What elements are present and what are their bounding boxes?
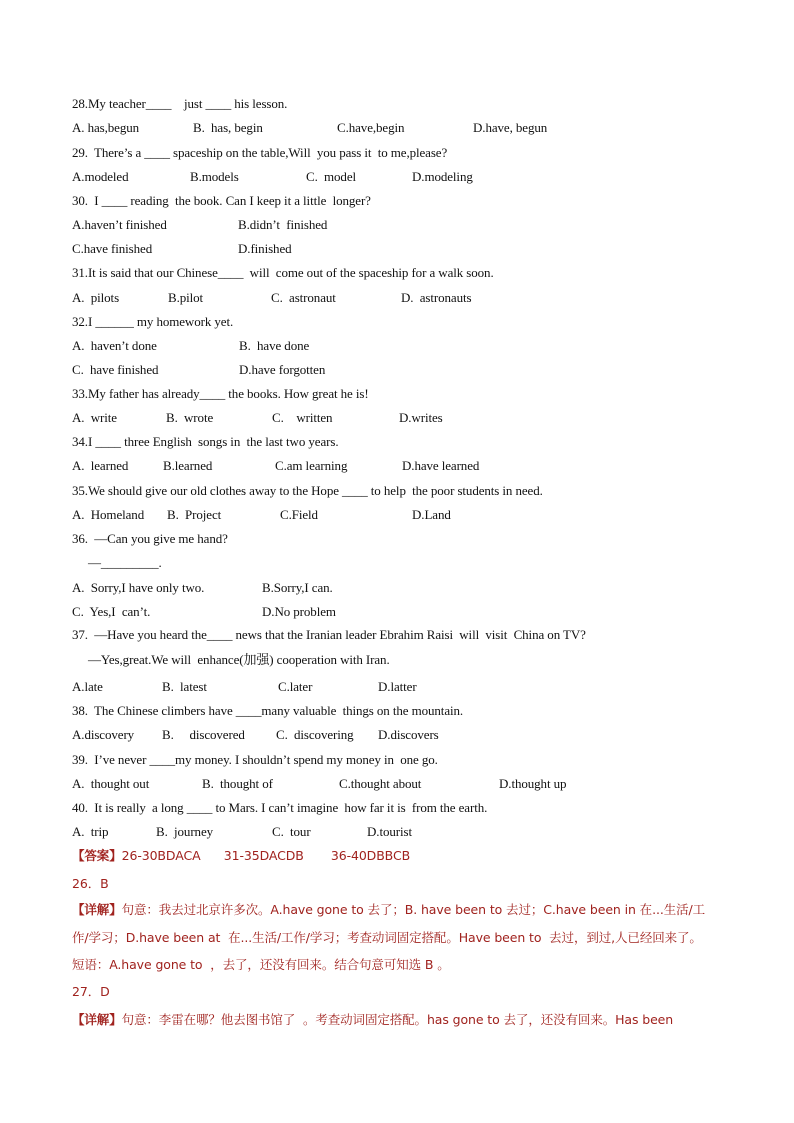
answer-option[interactable]: D.modeling (412, 169, 473, 184)
question-stem: 29. There’s a ____ spaceship on the table,Will you pass it to me,please? (72, 145, 448, 160)
answer-option[interactable]: C.have finished (72, 241, 153, 256)
answer-option[interactable]: D.latter (378, 679, 417, 694)
answer-option[interactable]: D.tourist (367, 824, 412, 839)
question-stem-continued: —Yes,great.We will enhance(加强) cooperation with Iran. (88, 652, 390, 667)
answer-option[interactable]: B. have done (239, 338, 310, 353)
answer-option[interactable]: B.didn’t finished (238, 217, 328, 232)
explanation-number: 26．B (72, 876, 109, 891)
question-stem: 32.I ______ my homework yet. (72, 314, 234, 329)
explanation-text: 句意：李雷在哪？他去图书馆了 。考查动词固定搭配。has gone to 去了，还没有回来。Has been (121, 1012, 674, 1027)
question-stem: 33.My father has already____ the books. How great he is! (72, 386, 369, 401)
explanation-label: 【详解】 (72, 1012, 122, 1027)
answer-option[interactable]: B. thought of (202, 776, 273, 791)
answer-option[interactable]: C. discovering (276, 727, 354, 742)
answer-option[interactable]: C.am learning (275, 458, 348, 473)
answer-option[interactable]: A. Sorry,I have only two. (72, 580, 205, 595)
explanation-line (72, 957, 450, 973)
answer-option[interactable]: A. has,begun (72, 120, 140, 135)
answer-option[interactable]: C.thought about (339, 776, 422, 791)
answer-option[interactable]: A. haven’t done (72, 338, 157, 353)
answer-key (72, 848, 410, 864)
answer-option[interactable]: B. journey (156, 824, 214, 839)
question-stem: 38. The Chinese climbers have ____many valuable things on the mountain. (72, 703, 464, 718)
explanation-number: 27．D (72, 984, 110, 999)
answer-option[interactable]: B.pilot (168, 290, 204, 305)
explanation-label: 【详解】 (72, 902, 122, 917)
answer-option[interactable]: D.have forgotten (239, 362, 326, 377)
answer-option[interactable]: B. wrote (166, 410, 214, 425)
answer-option[interactable]: A. thought out (72, 776, 150, 791)
explanation-line (72, 930, 702, 946)
question-stem: 35.We should give our old clothes away to the Hope ____ to help the poor students in need. (72, 483, 543, 498)
explanation-text: 句意：我去过北京许多次。A.have gone to 去了；B. have been to 去过；C.have been in 在...生活/工 (121, 902, 706, 917)
question-stem: 34.I ____ three English songs in the last two years. (72, 434, 339, 449)
answer-option[interactable]: A.late (72, 679, 103, 694)
answer-option[interactable]: A. trip (72, 824, 109, 839)
answer-option[interactable]: C. astronaut (271, 290, 336, 305)
question-stem: 30. I ____ reading the book. Can I keep it a little longer? (72, 193, 371, 208)
answer-option[interactable]: D.writes (399, 410, 443, 425)
answer-option[interactable]: D.discovers (378, 727, 439, 742)
answer-option[interactable]: A. pilots (72, 290, 120, 305)
explanation-text: 短语：A.have gone to ，去了，还没有回来。结合句意可知选 B 。 (72, 957, 450, 972)
answer-option[interactable]: C.later (278, 679, 313, 694)
question-stem: 28.My teacher____ just ____ his lesson. (72, 96, 288, 111)
answer-option[interactable]: A.modeled (72, 169, 129, 184)
answer-option[interactable]: C. Yes,I can’t. (72, 604, 151, 619)
answer-option[interactable]: B. has, begin (193, 120, 263, 135)
answer-option[interactable]: B.models (190, 169, 239, 184)
answer-option[interactable]: A. Homeland (72, 507, 145, 522)
answer-option[interactable]: C.Field (280, 507, 318, 522)
answer-text: 26-30BDACA 31-35DACDB 36-40DBBCB (121, 848, 411, 863)
answer-option[interactable]: D. astronauts (401, 290, 472, 305)
question-stem: 36. —Can you give me hand? (72, 531, 228, 546)
answer-option[interactable]: A. learned (72, 458, 129, 473)
answer-option[interactable]: B. latest (162, 679, 207, 694)
answer-option[interactable]: B. discovered (162, 727, 245, 742)
explanation-text: 作/学习；D.have been at 在...生活/工作/学习；考查动词固定搭配。Have been to 去过，到过,人已经回来了。 (72, 930, 702, 945)
question-stem: 37. —Have you heard the____ news that the Iranian leader Ebrahim Raisi will visit China on TV? (72, 627, 586, 642)
answer-label: 【答案】 (72, 848, 122, 863)
answer-option[interactable]: C.have,begin (337, 120, 405, 135)
answer-option[interactable]: D.No problem (262, 604, 336, 619)
answer-option[interactable]: A.discovery (72, 727, 135, 742)
answer-option[interactable]: B.learned (163, 458, 213, 473)
answer-option[interactable]: B. Project (167, 507, 222, 522)
answer-option[interactable]: D.thought up (499, 776, 567, 791)
answer-option[interactable]: A.haven’t finished (72, 217, 167, 232)
answer-option[interactable]: C. tour (272, 824, 311, 839)
answer-option[interactable]: C. model (306, 169, 357, 184)
answer-option[interactable]: C. written (272, 410, 333, 425)
question-stem-continued: —_________. (88, 555, 162, 570)
answer-option[interactable]: D.have learned (402, 458, 480, 473)
explanation-line (72, 902, 705, 918)
question-stem: 39. I’ve never ____my money. I shouldn’t spend my money in one go. (72, 752, 438, 767)
explanation-line (72, 1012, 673, 1028)
answer-option[interactable]: B.Sorry,I can. (262, 580, 333, 595)
question-stem: 40. It is really a long ____ to Mars. I can’t imagine how far it is from the earth. (72, 800, 488, 815)
answer-option[interactable]: D.have, begun (473, 120, 548, 135)
answer-option[interactable]: A. write (72, 410, 117, 425)
question-stem: 31.It is said that our Chinese____ will come out of the spaceship for a walk soon. (72, 265, 494, 280)
answer-option[interactable]: D.Land (412, 507, 451, 522)
answer-option[interactable]: C. have finished (72, 362, 159, 377)
answer-option[interactable]: D.finished (238, 241, 292, 256)
